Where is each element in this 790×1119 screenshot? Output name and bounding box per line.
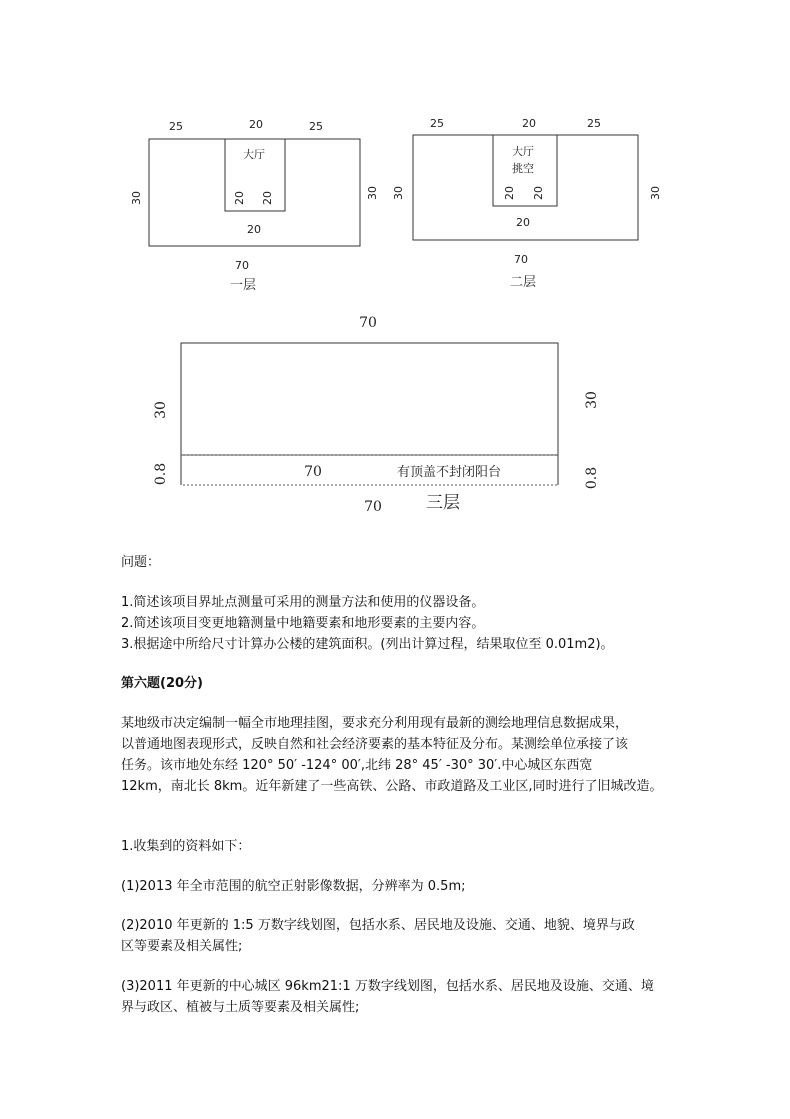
floor2-caption: 二层 <box>509 275 537 290</box>
paragraph-line-2: 以普通地图表现形式，反映自然和社会经济要素的基本特征及分布。某测绘单位承接了该 <box>121 737 629 752</box>
section-6-heading: 第六题(20分) <box>121 676 203 691</box>
floor2-plan <box>392 117 662 290</box>
floor2-hall-label-1: 大厅 <box>512 145 534 158</box>
floor2-dim-bottom: 70 <box>514 253 528 266</box>
question-1: 1.简述该项目界址点测量可采用的测量方法和使用的仪器设备。 <box>121 595 485 610</box>
floor2-dim-right: 30 <box>649 186 662 200</box>
floor1-dim-right: 30 <box>366 186 379 200</box>
floor1-dim-top-mid: 20 <box>249 118 263 131</box>
questions-title: 问题： <box>121 555 161 570</box>
floor3-dim-balcony-width: 70 <box>304 464 322 480</box>
floor1-dim-inner-bottom: 20 <box>247 223 261 236</box>
floor2-dim-inner-left: 20 <box>503 186 516 200</box>
floor-plans-figure <box>0 0 790 530</box>
floor3-dim-balcony-right: 0.8 <box>584 466 600 490</box>
paragraph-line-1: 某地级市决定编制一幅全市地理挂图，要求充分利用现有最新的测绘地理信息数据成果， <box>121 716 629 731</box>
floor1-hall-label: 大厅 <box>243 148 265 161</box>
floor1-dim-inner-right: 20 <box>261 191 274 205</box>
floor2-dim-top-mid: 20 <box>522 117 536 130</box>
floor3-plan <box>153 315 600 515</box>
material-item-2-line-2: 区等要素及相关属性; <box>121 939 243 954</box>
floor1-dim-left: 30 <box>130 191 143 205</box>
material-item-2-line-1: (2)2010 年更新的 1:5 万数字线划图，包括水系、居民地及设施、交通、地貌、境界与政 <box>121 918 635 933</box>
floor1-dim-top-right: 25 <box>309 120 323 133</box>
materials-heading: 1.收集到的资料如下： <box>121 839 251 854</box>
floor3-dim-balcony-left: 0.8 <box>153 462 169 486</box>
floor3-caption: 三层 <box>426 493 460 513</box>
question-3: 3.根据途中所给尺寸计算办公楼的建筑面积。(列出计算过程，结果取位至 0.01m2)。 <box>121 637 614 652</box>
floor3-dim-top: 70 <box>359 315 377 331</box>
material-item-3-line-2: 界与政区、植被与土质等要素及相关属性; <box>121 1000 360 1015</box>
material-item-3-line-1: (3)2011 年更新的中心城区 96km21:1 万数字线划图，包括水系、居民地及设施、交通、境 <box>121 979 654 994</box>
floor2-dim-inner-right: 20 <box>532 186 545 200</box>
floor3-dim-left: 30 <box>153 401 169 419</box>
floor3-outline <box>181 343 558 455</box>
floor3-balcony-label: 有顶盖不封闭阳台 <box>396 465 502 480</box>
floor2-dim-left: 30 <box>392 186 405 200</box>
floor2-dim-inner-bottom: 20 <box>516 216 530 229</box>
material-item-1: (1)2013 年全市范围的航空正射影像数据，分辨率为 0.5m; <box>121 879 466 894</box>
floor2-hall-label-2: 挑空 <box>512 162 534 175</box>
floor3-dim-right: 30 <box>584 391 600 409</box>
floor1-dim-bottom: 70 <box>235 259 249 272</box>
floor2-dim-top-left: 25 <box>430 117 444 130</box>
paragraph-line-3: 任务。该市地处东经 120° 50′ -124° 00′,北纬 28° 45′ -30° 30′.中心城区东西宽 <box>121 758 593 773</box>
floor3-balcony <box>181 455 558 485</box>
floor1-caption: 一层 <box>229 278 257 293</box>
question-2: 2.简述该项目变更地籍测量中地籍要素和地形要素的主要内容。 <box>121 616 485 631</box>
floor3-dim-bottom: 70 <box>364 499 382 515</box>
paragraph-line-4: 12km，南北长 8km。近年新建了一些高铁、公路、市政道路及工业区,同时进行了旧城改造。 <box>121 779 663 794</box>
floor2-dim-top-right: 25 <box>587 117 601 130</box>
floor1-plan <box>130 118 379 293</box>
floor1-dim-inner-left: 20 <box>233 191 246 205</box>
floor1-dim-top-left: 25 <box>169 120 183 133</box>
